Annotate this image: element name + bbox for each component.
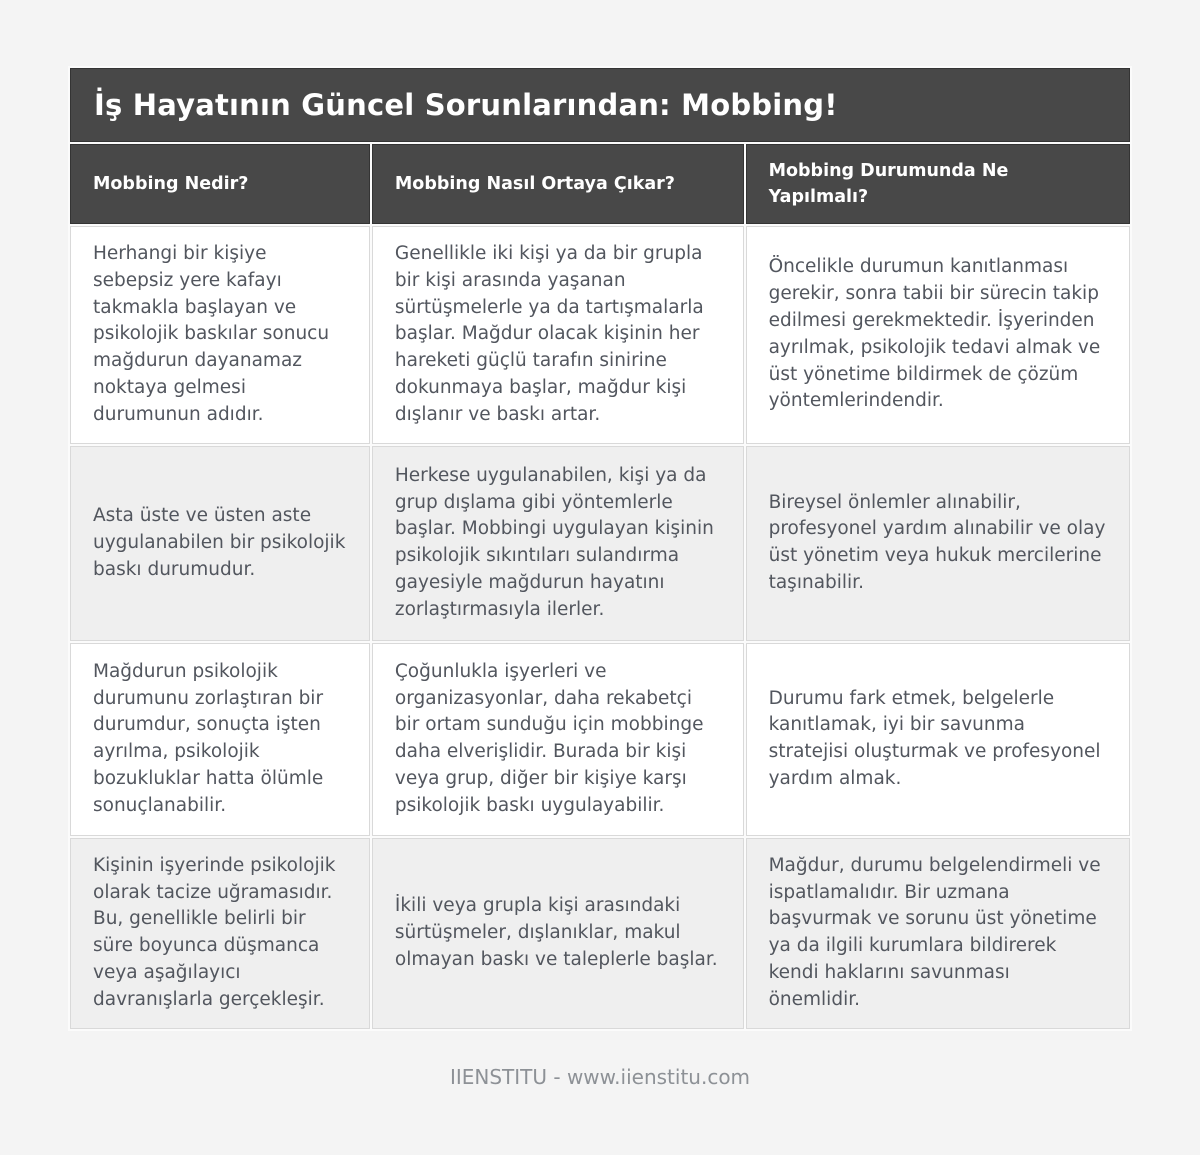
- column-header-mobbing-nedir: Mobbing Nedir?: [70, 144, 370, 224]
- table-cell: Herhangi bir kişiye sebepsiz yere kafayı takmakla başlayan ve psikolojik baskılar sonucu mağdurun dayanamaz noktaya gelmesi durumunun adıdır.: [70, 226, 370, 444]
- mobbing-table: [68, 66, 1132, 1031]
- table-row: [70, 838, 1130, 1029]
- column-header-row: [70, 144, 1130, 224]
- table-cell: Mağdur, durumu belgelendirmeli ve ispatlamalıdır. Bir uzmana başvurmak ve sorunu üst yönetime ya da ilgili kurumlara bildirerek kendi haklarını savunması önemlidir.: [746, 838, 1130, 1029]
- column-header-nasil-ortaya-cikar: Mobbing Nasıl Ortaya Çıkar?: [372, 144, 744, 224]
- infographic-board: [68, 0, 1132, 1089]
- footer-credit: IIENSTITU - www.iienstitu.com: [449, 1064, 751, 1089]
- table-row: [70, 446, 1130, 641]
- table-row: [70, 226, 1130, 444]
- table-row: [70, 643, 1130, 836]
- table-cell: Herkese uygulanabilen, kişi ya da grup dışlama gibi yöntemlerle başlar. Mobbingi uygulayan kişinin psikolojik sıkıntıları sulandırma gayesiyle mağdurun hayatını zorlaştırmasıyla ilerler.: [372, 446, 744, 641]
- table-cell: Çoğunlukla işyerleri ve organizasyonlar, daha rekabetçi bir ortam sunduğu için mobbinge daha elverişlidir. Burada bir kişi veya grup, diğer bir kişiye karşı psikolojik baskı uygulayabilir.: [372, 643, 744, 836]
- title-row: [70, 68, 1130, 142]
- table-cell: Durumu fark etmek, belgelerle kanıtlamak, iyi bir savunma stratejisi oluşturmak ve profesyonel yardım almak.: [746, 643, 1130, 836]
- table-cell: Öncelikle durumun kanıtlanması gerekir, sonra tabii bir sürecin takip edilmesi gerekmektedir. İşyerinden ayrılmak, psikolojik tedavi almak ve üst yönetime bildirmek de çözüm yöntemlerindendir.: [746, 226, 1130, 444]
- column-header-ne-yapilmali: Mobbing Durumunda Ne Yapılmalı?: [746, 144, 1130, 224]
- table-cell: Bireysel önlemler alınabilir, profesyonel yardım alınabilir ve olay üst yönetim veya hukuk mercilerine taşınabilir.: [746, 446, 1130, 641]
- table-cell: Asta üste ve üsten aste uygulanabilen bir psikolojik baskı durumudur.: [70, 446, 370, 641]
- table-cell: Genellikle iki kişi ya da bir grupla bir kişi arasında yaşanan sürtüşmelerle ya da tartışmalarla başlar. Mağdur olacak kişinin her hareketi güçlü tarafın sinirine dokunmaya başlar, mağdur kişi dışlanır ve baskı artar.: [372, 226, 744, 444]
- table-cell: İkili veya grupla kişi arasındaki sürtüşmeler, dışlanıklar, makul olmayan baskı ve taleplerle başlar.: [372, 838, 744, 1029]
- table-cell: Mağdurun psikolojik durumunu zorlaştıran bir durumdur, sonuçta işten ayrılma, psikolojik bozukluklar hatta ölümle sonuçlanabilir.: [70, 643, 370, 836]
- page-title: İş Hayatının Güncel Sorunlarından: Mobbing!: [70, 68, 1130, 142]
- table-cell: Kişinin işyerinde psikolojik olarak tacize uğramasıdır. Bu, genellikle belirli bir süre boyunca düşmanca veya aşağılayıcı davranışlarla gerçekleşir.: [70, 838, 370, 1029]
